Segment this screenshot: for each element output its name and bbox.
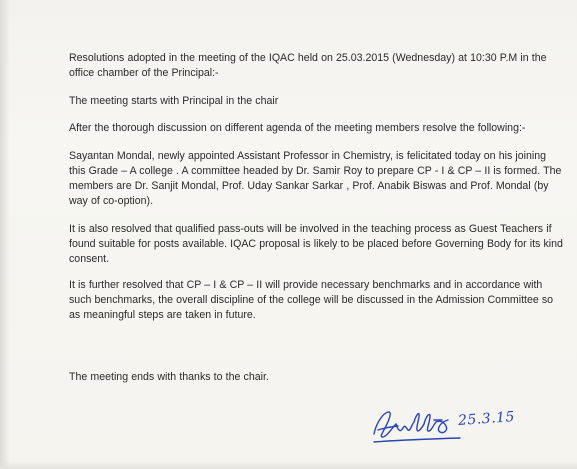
meeting-starts-paragraph: The meeting starts with Principal in the chair xyxy=(69,95,279,107)
resolution-paragraph-3: It is further resolved that CP – I & CP – II will provide necessary benchmarks and in accordance with such benchmarks, the overall discipline of the college will be discussed in the Admission Committee so as meaningful steps are taken in future. xyxy=(69,279,554,321)
intro-paragraph: Resolutions adopted in the meeting of the IQAC held on 25.03.2015 (Wednesday) at 10:30 P.M in the office chamber of the Principal:- xyxy=(69,52,547,79)
signature-date: 25.3.15 xyxy=(457,409,516,429)
resolution-paragraph-2: It is also resolved that qualified pass-outs will be involved in the teaching process as Guest Teachers if found suitable for posts available. IQAC proposal is likely to be placed before Governing Body for its kind consent. xyxy=(69,223,563,265)
scan-edge-left xyxy=(0,0,10,469)
resolution-paragraph-1: Sayantan Mondal, newly appointed Assistant Professor in Chemistry, is felicitated today on his joining this Grade – A college . A committee headed by Dr. Samir Roy to prepare CP - I & CP – II is formed. The members are Dr. Sanjit Mondal, Prof. Uday Sankar Sarkar , Prof. Anabik Biswas and Prof. Mondal (by way of co-option). xyxy=(69,150,562,207)
discussion-paragraph: After the thorough discussion on different agenda of the meeting members resolve the following:- xyxy=(69,122,526,134)
meeting-ends-paragraph: The meeting ends with thanks to the chair. xyxy=(69,371,269,383)
scan-edge-bottom xyxy=(0,461,577,469)
